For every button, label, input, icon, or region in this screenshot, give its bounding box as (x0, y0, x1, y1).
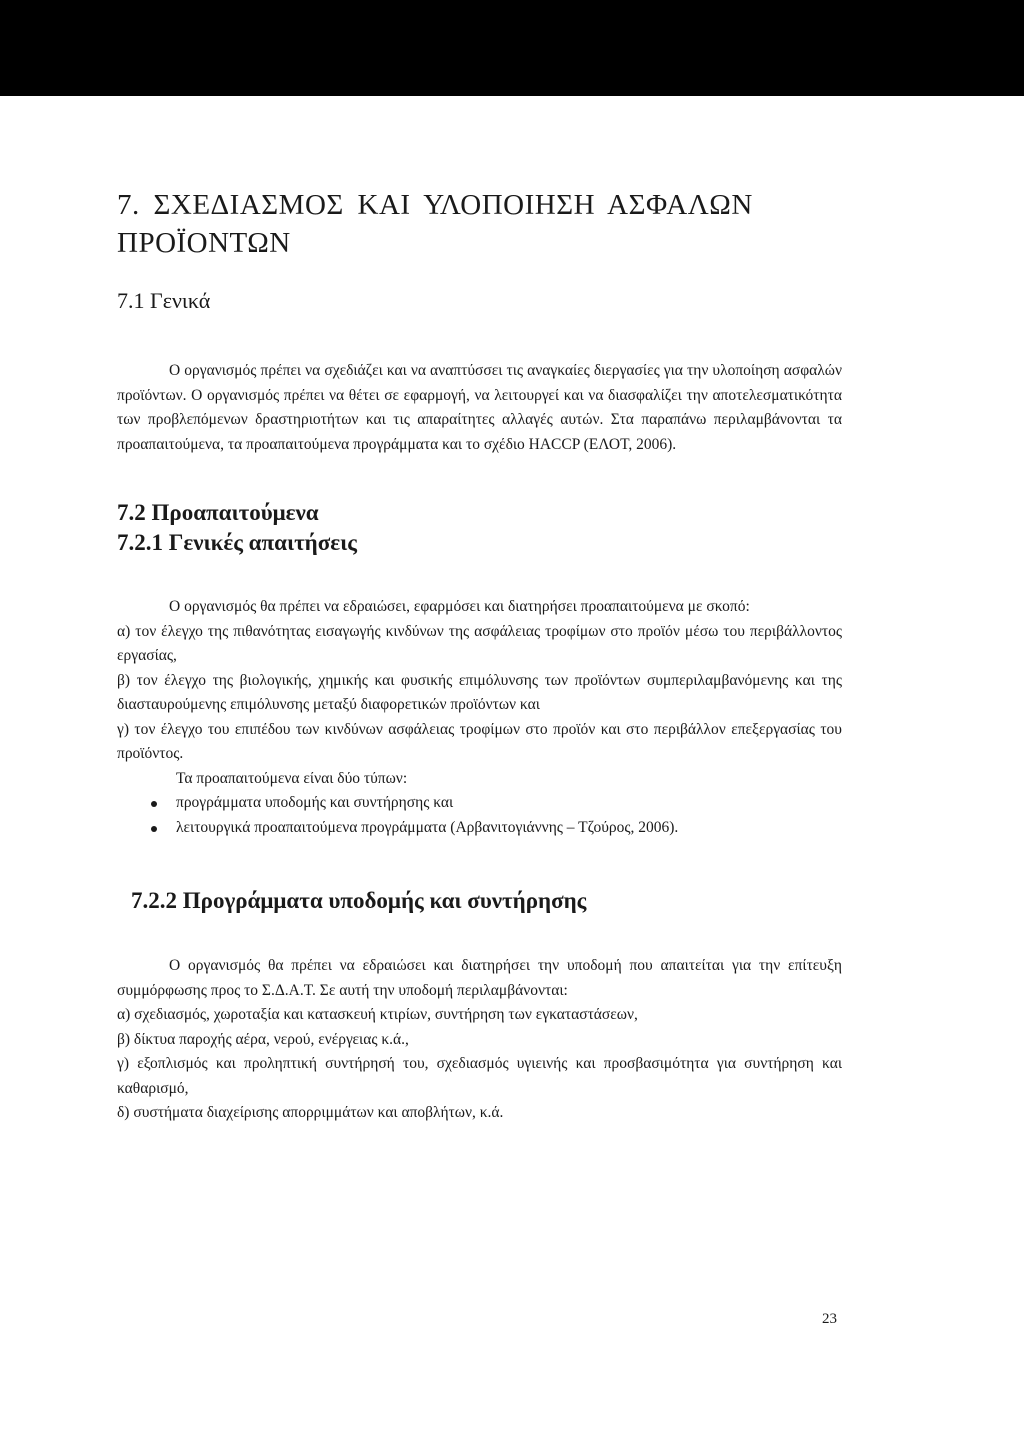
section-7-2-2-item-d: δ) συστήματα διαχείρισης απορριμμάτων και αποβλήτων, κ.ά. (117, 1104, 504, 1121)
section-7-2-2-heading: 7.2.2 Προγράμματα υποδομής και συντήρησης (131, 888, 587, 913)
list-item (117, 791, 842, 816)
section-7-1-heading: 7.1 Γενικά (117, 288, 211, 313)
section-7-2-2-intro: Ο οργανισμός θα πρέπει να εδραιώσει και διατηρήσει την υποδομή που απαιτείται για την επίτευξη συμμόρφωσης προς το Σ.Δ.Α.Τ. Σε αυτή την υποδομή περιλαμβάνονται: (117, 957, 842, 999)
bullet-icon (151, 826, 157, 832)
bullet-icon (151, 801, 157, 807)
section-7-2-1-heading: 7.2.1 Γενικές απαιτήσεις (117, 530, 357, 555)
section-7-1-paragraph: Ο οργανισμός πρέπει να σχεδιάζει και να αναπτύσσει τις αναγκαίες διεργασίες για την υλοποίηση ασφαλών προϊόντων. Ο οργανισμός πρέπει να θέτει σε εφαρμογή, να λειτουργεί και να διασφαλίζει την αποτελεσματικότητα των προβλεπόμενων δραστηριοτήτων και τις απαραίτητες αλλαγές αυτών. Στα παραπάνω περιλαμβάνονται τα προαπαιτούμενα, τα προαπαιτούμενα προγράμματα και το σχέδιο HACCP (ΕΛΟΤ, 2006). (117, 362, 842, 453)
section-7-2-1-intro: Ο οργανισμός θα πρέπει να εδραιώσει, εφαρμόσει και διατηρήσει προαπαιτούμενα με σκοπό: (169, 598, 750, 615)
chapter-number: 7. (117, 189, 140, 221)
prerequisites-types-intro: Τα προαπαιτούμενα είναι δύο τύπων: (176, 769, 408, 787)
section-7-2-2-item-c: γ) εξοπλισμός και προληπτική συντήρησή του, σχεδιασμός υγιεινής και προσβασιμότητα για συντήρηση και καθαρισμό, (117, 1055, 842, 1097)
list-item-text: προγράμματα υποδομής και συντήρησης και (176, 794, 454, 811)
chapter-title-line1: ΣΧΕΔΙΑΣΜΟΣ ΚΑΙ ΥΛΟΠΟΙΗΣΗ ΑΣΦΑΛΩΝ (153, 189, 753, 221)
section-7-2-1-item-c: γ) τον έλεγχο του επιπέδου των κινδύνων ασφάλειας τροφίμων στο προϊόν και στο περιβάλλον επεξεργασίας του προϊόντος. (117, 720, 842, 762)
section-7-2-2-item-a: α) σχεδιασμός, χωροταξία και κατασκευή κτιρίων, συντήρηση των εγκαταστάσεων, (117, 1006, 638, 1023)
section-7-2-1-item-a: α) τον έλεγχο της πιθανότητας εισαγωγής κινδύνων της ασφάλειας τροφίμων στο προϊόν μέσω του περιβάλλοντος εργασίας, (117, 622, 842, 664)
top-scan-band (0, 0, 1024, 96)
section-7-2-1-item-b: β) τον έλεγχο της βιολογικής, χημικής και φυσικής επιμόλυνσης των προϊόντων συμπεριλαμβανόμενης και της διασταυρούμενης επιμόλυνσης μεταξύ διαφορετικών προϊόντων και (117, 671, 842, 713)
page-number: 23 (822, 1311, 837, 1327)
list-item-text: λειτουργικά προαπαιτούμενα προγράμματα (Αρβανιτογιάννης – Τζούρος, 2006). (176, 818, 679, 836)
chapter-title (117, 186, 842, 262)
page-content (117, 186, 842, 1126)
section-7-2-heading: 7.2 Προαπαιτούμενα (117, 500, 319, 525)
list-item (117, 816, 842, 841)
section-7-2-2-item-b: β) δίκτυα παροχής αέρα, νερού, ενέργειας κ.ά., (117, 1030, 409, 1048)
chapter-title-line2: ΠΡΟΪΟΝΤΩΝ (117, 227, 291, 259)
prerequisites-types-list (117, 791, 842, 840)
